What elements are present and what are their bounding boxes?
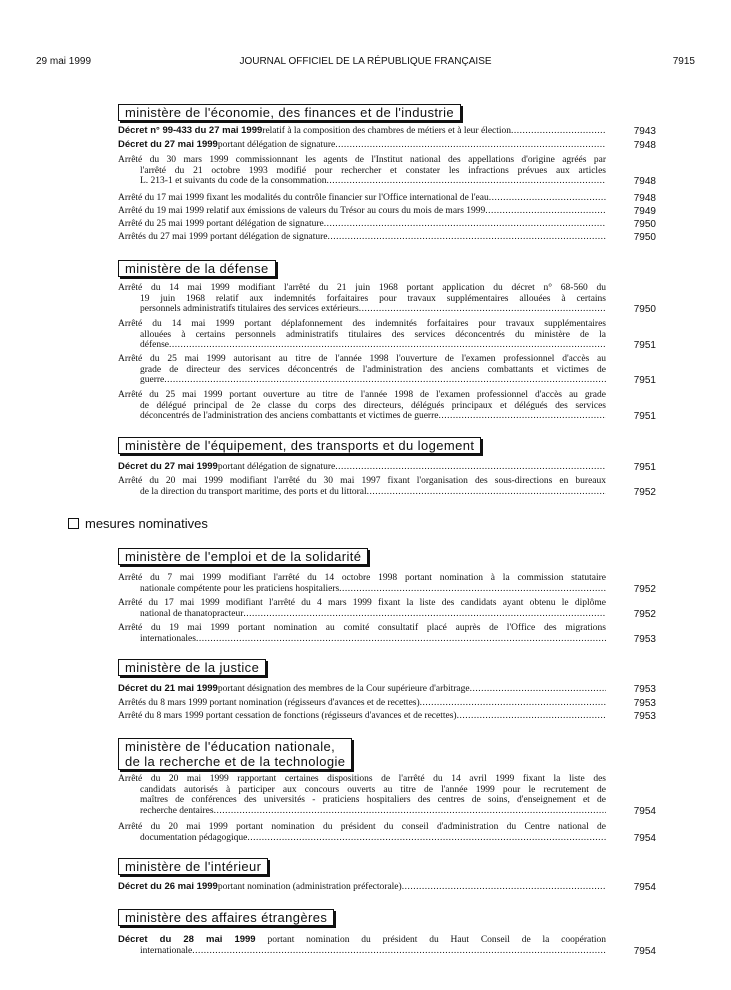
toc-entry-line (118, 822, 606, 833)
toc-entry-line (118, 365, 606, 376)
toc-entry-line (118, 283, 606, 294)
leader-dots (327, 232, 606, 243)
leader-dots (192, 946, 606, 957)
toc-entry (118, 206, 606, 217)
toc-entry-text: Arrêté du 19 mai 1999 relatif aux émissions de valeurs du Trésor au cours du mois de mars 1999 (118, 206, 486, 216)
toc-entry-last-line (118, 140, 606, 151)
toc-entry-text: portant délégation de signature (217, 462, 336, 472)
leader-dots (359, 304, 606, 315)
toc-entry (118, 598, 606, 619)
leader-dots (339, 584, 606, 595)
leader-dots (169, 340, 606, 351)
leader-dots (489, 193, 606, 204)
toc-entry-text: Arrêté du 20 mai 1999 rapportant certaines dispositions de l'arrêté du 14 avril 1999 fixant la liste des (118, 774, 606, 784)
toc-entry (118, 126, 606, 137)
toc-entry-text: Arrêtés du 27 mai 1999 portant délégation de signature (118, 232, 328, 242)
toc-entry-last-line (118, 711, 606, 722)
section-title-text: ministère de l'économie, des finances et de l'industrie (125, 105, 455, 120)
leader-dots (335, 140, 606, 151)
toc-entry-line (118, 935, 606, 946)
toc-entry-text: relatif à la composition des chambres de métiers et à leur élection (262, 126, 512, 136)
toc-entry-line (118, 785, 606, 796)
toc-entry-last-line (118, 698, 606, 709)
leader-dots (164, 375, 606, 386)
page-reference: 7948 (633, 140, 656, 151)
section-title (118, 104, 461, 121)
leader-dots (470, 684, 606, 695)
toc-entry-text: Arrêtés du 8 mars 1999 portant nomination (régisseurs d'avances et de recettes) (118, 698, 420, 708)
page-reference: 7948 (633, 193, 656, 204)
leader-dots (367, 487, 606, 498)
toc-entry-line (118, 623, 606, 634)
toc-entry (118, 319, 606, 351)
leader-dots (196, 634, 606, 645)
toc-entry-text: candidats autorisés à participer aux concours ouverts au titre de l'année 1999 pour le recrutement de (140, 784, 606, 795)
toc-entry (118, 140, 606, 151)
page-reference: 7951 (633, 462, 656, 473)
section-title-text: ministère de la défense (125, 261, 269, 276)
toc-entry-last-line (118, 487, 606, 498)
page-reference: 7953 (633, 698, 656, 709)
page-reference: 7954 (633, 945, 656, 957)
toc-entry-last-line (118, 411, 606, 422)
toc-entry-text: Arrêté du 17 mai 1999 modifiant l'arrêté du 4 mars 1999 fixant la liste des candidats ayant obtenu le diplôme (118, 598, 606, 608)
section-title (118, 909, 334, 926)
page-reference: 7952 (633, 608, 656, 620)
header-journal-title: JOURNAL OFFICIEL DE LA RÉPUBLIQUE FRANÇAISE (239, 56, 492, 67)
leader-dots (335, 462, 606, 473)
page-reference: 7943 (633, 126, 656, 137)
toc-entry-text: portant désignation des membres de la Cour supérieure d'arbitrage (217, 684, 470, 694)
header-date: 29 mai 1999 (36, 56, 92, 67)
toc-entry-text: nationale compétente pour les praticiens hospitaliers (140, 583, 340, 594)
toc-entry (118, 193, 606, 204)
toc-entry (118, 232, 606, 243)
page-reference: 7948 (633, 176, 656, 187)
toc-entry-text: Arrêté du 19 mai 1999 portant nomination au comité consultatif placé auprès de l'Office des migrations (118, 623, 606, 633)
toc-entry-text: Arrêté du 7 mai 1999 modifiant l'arrêté du 14 octobre 1998 portant nomination à la commission statutaire (118, 573, 606, 583)
toc-entry-last-line (118, 206, 606, 217)
toc-entry (118, 684, 606, 695)
toc-entry-last-line (118, 946, 606, 957)
toc-entry-text: Arrêté du 25 mai 1999 autorisant au titre de l'année 1998 l'ouverture de l'examen professionnel d'accès au (118, 354, 606, 364)
toc-entry-last-line (118, 126, 606, 137)
section-title (118, 659, 266, 676)
mesures-nominatives-label: mesures nominatives (85, 516, 208, 531)
toc-entry-last-line (118, 684, 606, 695)
toc-entry-text: national de thanatopracteur (140, 608, 244, 619)
toc-entry-text: Arrêté du 25 mai 1999 portant ouverture au titre de l'année 1998 de l'examen professionnel d'accès au grade (118, 390, 606, 400)
page-reference: 7952 (633, 486, 656, 498)
toc-entry-line (118, 390, 606, 401)
toc-entry-text: Arrêté du 14 mai 1999 modifiant l'arrêté du 21 juin 1968 portant application du décret n° 68-560 du (118, 283, 606, 293)
page-reference: 7951 (633, 375, 656, 386)
section-title (118, 260, 276, 277)
leader-dots (438, 411, 606, 422)
toc-entry-text: l'arrêté du 21 octobre 1993 modifié pour rechercher et constater les infractions prévues aux articles (140, 165, 606, 176)
toc-entry-text: internationales (140, 633, 196, 644)
page-reference: 7953 (633, 711, 656, 722)
toc-entry (118, 822, 606, 843)
toc-entry (118, 774, 606, 816)
toc-entry-line (118, 774, 606, 785)
toc-entry-text: portant délégation de signature (217, 140, 336, 150)
toc-entry-line (118, 330, 606, 341)
page-reference: 7953 (633, 633, 656, 645)
page-reference: 7950 (633, 219, 656, 230)
toc-entry-last-line (118, 193, 606, 204)
toc-entry-text: portant nomination du président du Haut Conseil de la coopération (267, 935, 607, 945)
decree-title: Décret du 27 mai 1999 (118, 461, 218, 472)
decree-title: Décret n° 99-433 du 27 mai 1999 (118, 125, 263, 136)
toc-entry (118, 219, 606, 230)
toc-entry-text: maîtres de conférences des universités - praticiens hospitaliers des centres de soins, d'enseignement et de (140, 795, 606, 805)
toc-entry-last-line (118, 806, 606, 817)
toc-entry (118, 711, 606, 722)
leader-dots (457, 711, 606, 722)
toc-entry-line (118, 795, 606, 806)
toc-entry-text: Arrêté du 17 mai 1999 fixant les modalités du contrôle financier sur l'Office international de l'eau (118, 193, 489, 203)
toc-entry-text: Arrêté du 25 mai 1999 portant délégation de signature (118, 219, 324, 229)
toc-entry-last-line (118, 833, 606, 844)
toc-entry-text: grade de directeur des services déconcentrés de l'administration des anciens combattants et victimes de (140, 364, 606, 375)
page-reference: 7951 (633, 411, 656, 422)
leader-dots (247, 833, 606, 844)
section-title (118, 858, 268, 875)
toc-entry-text: personnels administratifs titulaires des services extérieurs (140, 304, 359, 314)
toc-entry (118, 155, 606, 187)
section-title-text: ministère de l'intérieur (125, 859, 262, 874)
section-title (118, 437, 481, 454)
toc-entry-line (118, 598, 606, 609)
toc-entry-text: portant nomination (administration préfectorale) (217, 882, 402, 892)
section-title-text: ministère de l'équipement, des transports et du logement (125, 438, 475, 453)
page-reference: 7954 (633, 805, 656, 817)
leader-dots (214, 806, 606, 817)
toc-entry-text: Arrêté du 14 mai 1999 portant déplafonnement des indemnités forfaitaires pour travaux supplémentaires (118, 319, 606, 329)
toc-entry-last-line (118, 584, 606, 595)
toc-entry-text: L. 213-1 et suivants du code de la consommation (140, 176, 327, 186)
toc-entry-last-line (118, 882, 606, 893)
leader-dots (243, 609, 606, 620)
toc-entry-last-line (118, 176, 606, 187)
toc-entry-last-line (118, 304, 606, 315)
toc-entry-text: défense (140, 340, 170, 350)
page-reference: 7951 (633, 340, 656, 351)
toc-entry-text: Arrêté du 20 mai 1999 modifiant l'arrêté du 30 mai 1997 fixant l'organisation des sous-directions en bureaux (118, 476, 606, 486)
toc-entry-line (118, 476, 606, 487)
toc-entry (118, 283, 606, 315)
toc-entry-line (118, 294, 606, 305)
leader-dots (420, 698, 606, 709)
toc-entry (118, 698, 606, 709)
toc-entry (118, 623, 606, 644)
decree-title: Décret du 27 mai 1999 (118, 139, 218, 150)
toc-entry-line (118, 166, 606, 177)
toc-entry (118, 354, 606, 386)
toc-entry-line (118, 401, 606, 412)
toc-entry (118, 462, 606, 473)
checkbox-square-icon (68, 518, 79, 529)
toc-entry-text: déconcentrés de l'administration des anciens combattants et victimes de guerre (140, 411, 439, 421)
toc-entry (118, 390, 606, 422)
decree-title: Décret du 28 mai 1999 (118, 934, 256, 945)
toc-entry (118, 476, 606, 497)
section-title-text: ministère des affaires étrangères (125, 910, 328, 925)
page-reference: 7949 (633, 206, 656, 217)
toc-entry-text: Arrêté du 20 mai 1999 portant nomination du président du conseil d'administration du Centre national de (118, 822, 606, 832)
toc-entry (118, 573, 606, 594)
toc-entry-text: de la direction du transport maritime, des ports et du littoral (140, 486, 367, 497)
toc-entry-line (118, 319, 606, 330)
section-title (118, 738, 352, 770)
toc-entry-text: internationale (140, 945, 193, 956)
toc-entry-last-line (118, 232, 606, 243)
toc-entry-text: Arrêté du 30 mars 1999 commissionnant les agents de l'Institut national des appellations d'origine agréés par (118, 155, 606, 165)
toc-entry-text: Arrêté du 8 mars 1999 portant cessation de fonctions (régisseurs d'avances et de recettes) (118, 711, 457, 721)
leader-dots (485, 206, 606, 217)
header-page-number: 7915 (672, 56, 695, 67)
toc-entry-last-line (118, 462, 606, 473)
toc-entry-last-line (118, 375, 606, 386)
toc-entry-line (118, 155, 606, 166)
section-title-text-line2: de la recherche et de la technologie (125, 754, 346, 769)
section-title-text: ministère de l'éducation nationale, (125, 739, 336, 754)
mesures-nominatives-heading (68, 516, 208, 531)
toc-entry (118, 882, 606, 893)
toc-entry-line (118, 573, 606, 584)
section-title-text: ministère de la justice (125, 660, 260, 675)
leader-dots (511, 126, 606, 137)
page-reference: 7954 (633, 832, 656, 844)
toc-entry-text: de délégué principal de 2e classe du corps des directeurs, délégués principaux et délégués des services (140, 400, 606, 411)
toc-entry-text: documentation pédagogique (140, 832, 248, 843)
toc-entry-text: recherche dentaires (140, 805, 214, 816)
toc-entry-text: allouées à certains personnels administratifs titulaires des services déconcentrés du ministère de la (140, 329, 606, 340)
toc-entry-last-line (118, 609, 606, 620)
page-reference: 7950 (633, 232, 656, 243)
toc-entry-last-line (118, 634, 606, 645)
leader-dots (327, 176, 606, 187)
section-title (118, 548, 368, 565)
toc-entry (118, 935, 606, 956)
page-reference: 7953 (633, 684, 656, 695)
leader-dots (324, 219, 606, 230)
toc-entry-last-line (118, 219, 606, 230)
decree-title: Décret du 21 mai 1999 (118, 683, 218, 694)
page-reference: 7954 (633, 882, 656, 893)
toc-entry-text: guerre (140, 375, 165, 385)
page-reference: 7952 (633, 583, 656, 595)
leader-dots (402, 882, 606, 893)
section-title-text: ministère de l'emploi et de la solidarité (125, 549, 362, 564)
decree-title: Décret du 26 mai 1999 (118, 881, 218, 892)
toc-entry-text: 19 juin 1968 relatif aux indemnités forfaitaires pour travaux supplémentaires allouées à certains (140, 293, 606, 304)
toc-entry-line (118, 354, 606, 365)
page-reference: 7950 (633, 304, 656, 315)
toc-entry-last-line (118, 340, 606, 351)
